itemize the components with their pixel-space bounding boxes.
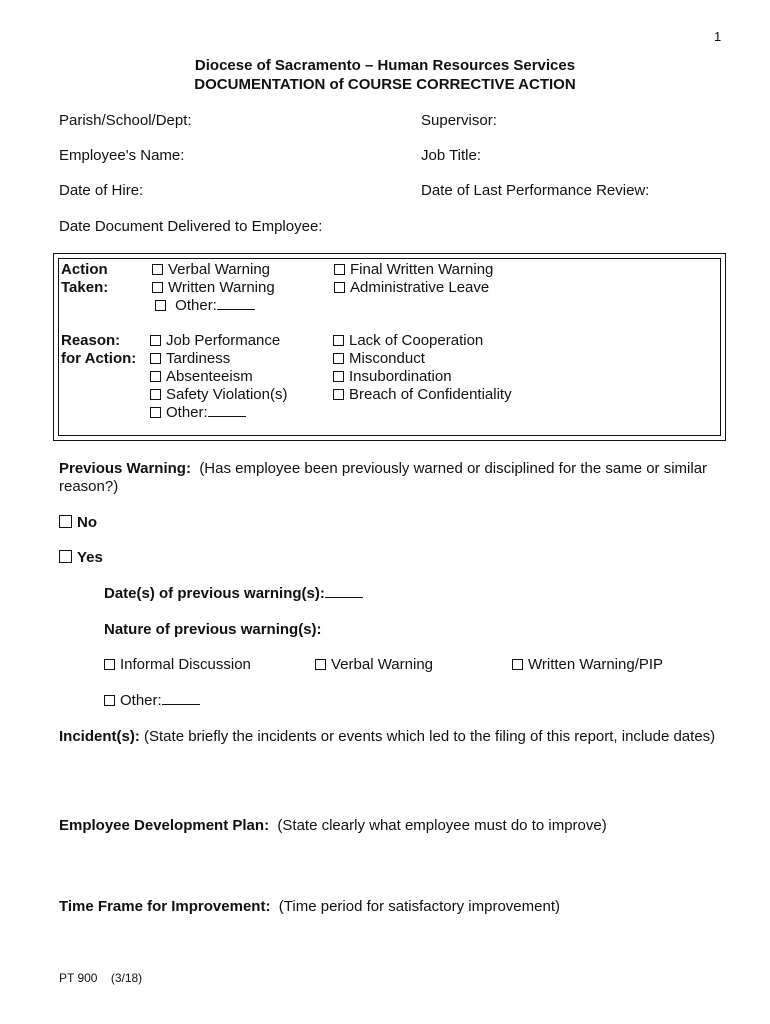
development-plan-label: Employee Development Plan:	[59, 817, 270, 834]
safety-violation-label: Safety Violation(s)	[166, 386, 288, 403]
tardiness-checkbox[interactable]	[150, 353, 161, 364]
job-performance-option[interactable]	[150, 332, 280, 350]
form-revision: (3/18)	[110, 971, 143, 985]
written-warning-checkbox[interactable]	[152, 282, 163, 293]
reason-other-option[interactable]	[150, 404, 246, 422]
breach-of-confidentiality-option[interactable]	[333, 386, 512, 404]
written-warning-label: Written Warning	[168, 279, 275, 296]
action-other-checkbox[interactable]	[155, 300, 166, 311]
tardiness-label: Tardiness	[166, 350, 231, 367]
informal-discussion-label: Informal Discussion	[120, 656, 251, 673]
safety-violation-checkbox[interactable]	[150, 389, 161, 400]
previous-warning-description-line2: reason?)	[59, 478, 119, 495]
absenteeism-label: Absenteeism	[166, 368, 253, 385]
previous-verbal-warning-checkbox[interactable]	[315, 659, 326, 670]
date-delivered-field-label: Date Document Delivered to Employee:	[59, 218, 323, 235]
absenteeism-option[interactable]	[150, 368, 253, 386]
misconduct-checkbox[interactable]	[333, 353, 344, 364]
misconduct-label: Misconduct	[349, 350, 425, 367]
reason-label-line1: Reason:	[61, 332, 121, 349]
absenteeism-checkbox[interactable]	[150, 371, 161, 382]
time-frame-label: Time Frame for Improvement:	[59, 898, 271, 915]
action-other-label: Other:	[175, 297, 217, 314]
tardiness-option[interactable]	[150, 350, 230, 368]
time-frame-description: (Time period for satisfactory improvement)	[278, 898, 560, 915]
final-written-warning-option[interactable]	[334, 261, 493, 279]
previous-warning-dates-blank-line[interactable]	[325, 585, 363, 598]
job-performance-checkbox[interactable]	[150, 335, 161, 346]
header-organization: Diocese of Sacramento – Human Resources Services	[194, 57, 576, 74]
incidents-label: Incident(s):	[59, 728, 140, 745]
written-warning-option[interactable]	[152, 279, 275, 297]
form-id: PT 900	[59, 971, 98, 985]
lack-of-cooperation-label: Lack of Cooperation	[349, 332, 484, 349]
written-warning-pip-option[interactable]	[512, 656, 663, 674]
administrative-leave-option[interactable]	[334, 279, 489, 297]
action-label-line1: Action	[61, 261, 108, 278]
lack-of-cooperation-checkbox[interactable]	[333, 335, 344, 346]
reason-other-label: Other:	[166, 404, 208, 421]
action-label-line2: Taken:	[61, 279, 109, 296]
previous-warning-no-checkbox[interactable]	[59, 515, 72, 528]
insubordination-option[interactable]	[333, 368, 452, 386]
reason-other-blank-line[interactable]	[208, 404, 246, 417]
previous-warning-description: (Has employee been previously warned or disciplined for the same or similar	[199, 460, 708, 477]
previous-warning-yes-label: Yes	[77, 549, 103, 566]
page-number: 1	[714, 29, 722, 44]
previous-warning-no-label: No	[77, 514, 97, 531]
previous-warning-nature-label: Nature of previous warning(s):	[104, 621, 322, 638]
previous-warning-line1	[59, 460, 707, 478]
incidents-description: (State briefly the incidents or events which led to the filing of this report, include dates)	[144, 728, 716, 745]
previous-warning-no-option[interactable]	[59, 514, 97, 532]
lack-of-cooperation-option[interactable]	[333, 332, 483, 350]
previous-other-checkbox[interactable]	[104, 695, 115, 706]
administrative-leave-label: Administrative Leave	[350, 279, 490, 296]
informal-discussion-checkbox[interactable]	[104, 659, 115, 670]
header-document-title: DOCUMENTATION of COURSE CORRECTIVE ACTION	[194, 76, 576, 93]
date-of-hire-field-label: Date of Hire:	[59, 182, 144, 199]
insubordination-checkbox[interactable]	[333, 371, 344, 382]
reason-other-checkbox[interactable]	[150, 407, 161, 418]
action-other-blank-line[interactable]	[217, 297, 255, 310]
verbal-warning-option[interactable]	[152, 261, 270, 279]
safety-violation-option[interactable]	[150, 386, 287, 404]
previous-warning-yes-checkbox[interactable]	[59, 550, 72, 563]
previous-warning-yes-option[interactable]	[59, 549, 103, 567]
parish-field-label: Parish/School/Dept:	[59, 112, 192, 129]
reason-label-line2: for Action:	[61, 350, 137, 367]
previous-verbal-warning-label: Verbal Warning	[331, 656, 433, 673]
misconduct-option[interactable]	[333, 350, 425, 368]
breach-of-confidentiality-checkbox[interactable]	[333, 389, 344, 400]
insubordination-label: Insubordination	[349, 368, 452, 385]
written-warning-pip-checkbox[interactable]	[512, 659, 523, 670]
previous-other-blank-line[interactable]	[162, 692, 200, 705]
previous-warning-dates-label: Date(s) of previous warning(s):	[104, 585, 325, 602]
final-written-warning-label: Final Written Warning	[350, 261, 494, 278]
employee-name-field-label: Employee's Name:	[59, 147, 185, 164]
written-warning-pip-label: Written Warning/PIP	[528, 656, 664, 673]
verbal-warning-checkbox[interactable]	[152, 264, 163, 275]
verbal-warning-label: Verbal Warning	[168, 261, 270, 278]
breach-of-confidentiality-label: Breach of Confidentiality	[349, 386, 512, 403]
final-written-warning-checkbox[interactable]	[334, 264, 345, 275]
incidents-section	[59, 728, 715, 746]
development-plan-section	[59, 817, 607, 835]
administrative-leave-checkbox[interactable]	[334, 282, 345, 293]
previous-verbal-warning-option[interactable]	[315, 656, 433, 674]
time-frame-section	[59, 898, 560, 916]
job-performance-label: Job Performance	[166, 332, 281, 349]
job-title-field-label: Job Title:	[421, 147, 482, 164]
previous-warning-label: Previous Warning:	[59, 460, 191, 477]
development-plan-description: (State clearly what employee must do to improve)	[277, 817, 607, 834]
previous-warning-dates	[104, 585, 363, 603]
action-other-option[interactable]	[155, 297, 255, 315]
footer-form-id	[59, 969, 142, 987]
previous-other-option[interactable]	[104, 692, 200, 710]
date-last-review-field-label: Date of Last Performance Review:	[421, 182, 650, 199]
previous-other-label: Other:	[120, 692, 162, 709]
informal-discussion-option[interactable]	[104, 656, 251, 674]
supervisor-field-label: Supervisor:	[421, 112, 497, 129]
